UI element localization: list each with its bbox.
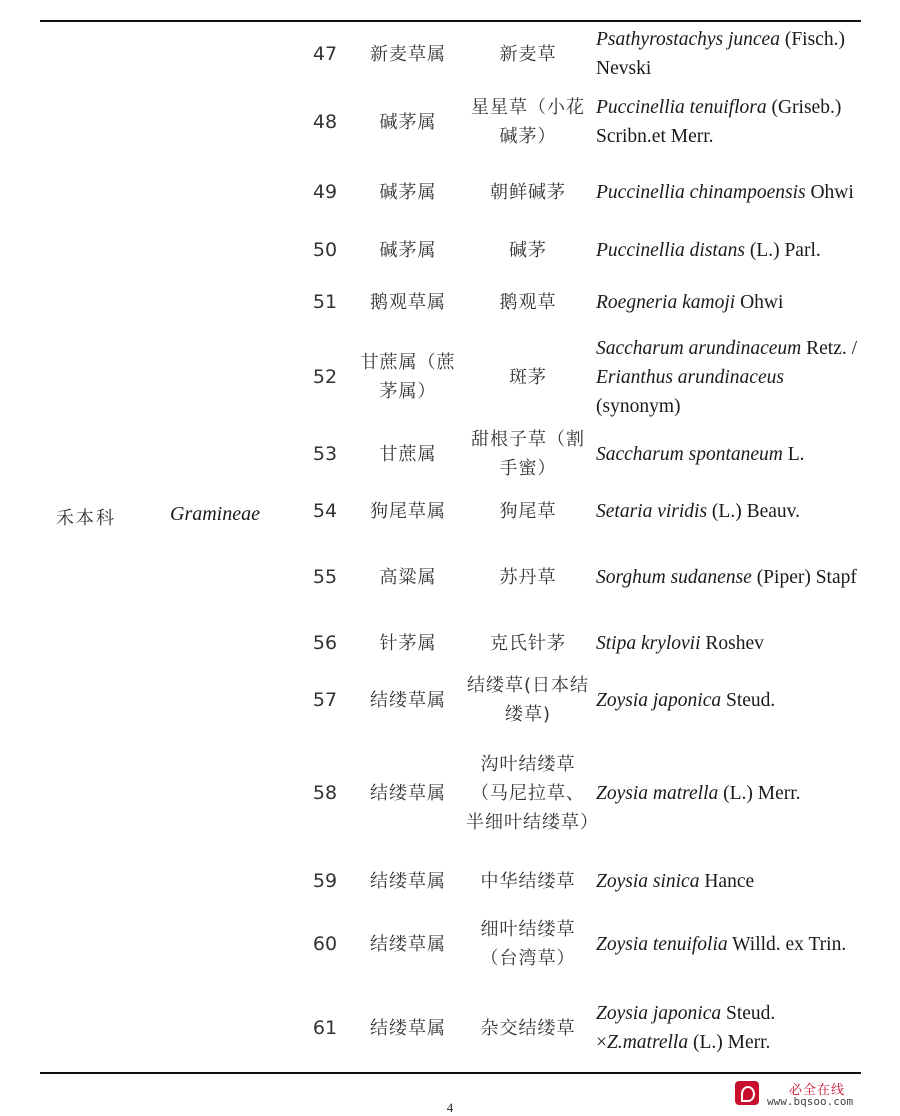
common-name-text: 狗尾草 [499,500,557,522]
row-number [300,333,350,421]
genus-name [352,92,464,152]
genus-name-text: 碱茅属 [379,181,437,203]
scientific-name [596,280,860,324]
genus-name-text: 结缕草属 [370,1017,446,1039]
row-number [300,423,350,485]
row-number [300,734,350,852]
scientific-name-text: Psathyrostachys juncea (Fisch.) Nevski [596,29,845,79]
table-bottom-rule [40,1072,861,1074]
genus-name-text: 针茅属 [379,632,437,654]
scientific-name [596,547,860,607]
scientific-name-text: Puccinellia distans (L.) Parl. [596,239,821,261]
genus-name-text: 碱茅属 [379,111,437,133]
common-name [466,857,590,905]
genus-name-text: 结缕草属 [370,933,446,955]
common-name [466,228,590,272]
common-name [466,30,590,78]
scientific-name-text: Puccinellia tenuiflora (Griseb.) Scribn.et Merr. [596,97,842,147]
scientific-name-text: Zoysia japonica Steud. [596,689,776,711]
row-number-text: 49 [312,181,338,203]
common-name-text: 克氏针茅 [490,632,566,654]
genus-name [352,280,464,324]
watermark-url: www.bqsoo.com [767,1095,854,1108]
common-name-text: 甜根子草（割手蜜） [471,429,585,479]
scientific-name [596,734,860,852]
genus-name [352,906,464,982]
scientific-name-text: Zoysia japonica Steud. ×Z.matrella (L.) Merr. [596,1003,776,1053]
row-number [300,228,350,272]
row-number-text: 55 [312,566,338,588]
red-square-logo-icon [735,1081,759,1105]
watermark-site-name: 必全在线 [789,1083,846,1098]
genus-name [352,488,464,534]
common-name-text: 苏丹草 [499,566,557,588]
scientific-name-text: Sorghum sudanense (Piper) Stapf [596,566,857,588]
genus-name [352,620,464,666]
scientific-name-text: Setaria viridis (L.) Beauv. [596,500,800,522]
common-name [466,994,590,1062]
page-number: 4 [446,1100,454,1115]
scientific-name-text: Puccinellia chinampoensis Ohwi [596,181,854,203]
row-number-text: 47 [312,43,338,65]
scientific-name [596,228,860,272]
genus-name-text: 新麦草属 [370,43,446,65]
row-number [300,163,350,221]
common-name-text: 斑茅 [509,366,547,388]
genus-name [352,228,464,272]
scientific-name-text: Roegneria kamoji Ohwi [596,291,784,313]
genus-name [352,30,464,78]
genus-name-text: 甘蔗属（蔗茅属） [360,352,456,402]
row-number [300,906,350,982]
row-number-text: 48 [312,111,338,133]
genus-name [352,994,464,1062]
common-name-text: 细叶结缕草（台湾草） [480,919,576,969]
scientific-name [596,620,860,666]
scientific-name [596,670,860,730]
scientific-name-text: Zoysia sinica Hance [596,870,755,892]
common-name [466,423,590,485]
scientific-name [596,906,860,982]
common-name-text: 沟叶结缕草（马尼拉草、半细叶结缕草） [466,753,599,833]
common-name-text: 中华结缕草 [480,870,576,892]
scientific-name [596,92,860,152]
row-number-text: 58 [312,782,338,804]
common-name-text: 新麦草 [499,43,557,65]
scientific-name [596,30,860,78]
genus-name-text: 结缕草属 [370,870,446,892]
common-name [466,92,590,152]
common-name [466,906,590,982]
scientific-name [596,994,860,1062]
common-name [466,670,590,730]
watermark [735,1079,885,1111]
row-number [300,30,350,78]
genus-name [352,670,464,730]
common-name [466,547,590,607]
genus-name-text: 高粱属 [379,566,437,588]
row-number [300,994,350,1062]
genus-name-text: 狗尾草属 [370,500,446,522]
common-name [466,280,590,324]
common-name-text: 星星草（小花碱茅） [471,97,585,147]
row-number-text: 60 [312,933,338,955]
scientific-name-text: Zoysia matrella (L.) Merr. [596,782,801,804]
genus-name-text: 鹅观草属 [370,291,446,313]
row-number-text: 59 [312,870,338,892]
common-name-text: 杂交结缕草 [480,1017,576,1039]
genus-name-text: 结缕草属 [370,782,446,804]
row-number-text: 57 [312,689,338,711]
common-name-text: 结缕草(日本结缕草) [466,675,590,725]
common-name [466,620,590,666]
genus-name [352,333,464,421]
row-number [300,92,350,152]
row-number-text: 52 [312,366,338,388]
scientific-name [596,333,860,421]
row-number-text: 54 [312,500,338,522]
row-number [300,620,350,666]
common-name [466,333,590,421]
scientific-name [596,423,860,485]
genus-name [352,734,464,852]
row-number [300,547,350,607]
table-top-rule [40,20,861,22]
genus-name-text: 结缕草属 [370,689,446,711]
scientific-name [596,163,860,221]
family-chinese-name: 禾本科 [56,508,116,529]
common-name-text: 鹅观草 [499,291,557,313]
genus-name [352,423,464,485]
genus-name-text: 甘蔗属 [379,443,437,465]
row-number-text: 53 [312,443,338,465]
genus-name [352,857,464,905]
row-number-text: 56 [312,632,338,654]
row-number-text: 51 [312,291,338,313]
scientific-name-text: Saccharum arundinaceum Retz. / Erianthus arundinaceus (synonym) [596,337,858,417]
row-number [300,488,350,534]
genus-name-text: 碱茅属 [379,239,437,261]
scientific-name-text: Saccharum spontaneum L. [596,443,805,465]
row-number-text: 61 [312,1017,338,1039]
row-number [300,857,350,905]
row-number-text: 50 [312,239,338,261]
scientific-name [596,488,860,534]
scientific-name [596,857,860,905]
scientific-name-text: Zoysia tenuifolia Willd. ex Trin. [596,933,847,955]
genus-name [352,547,464,607]
common-name [466,488,590,534]
common-name-text: 朝鲜碱茅 [490,181,566,203]
scientific-name-text: Stipa krylovii Roshev [596,632,764,654]
row-number [300,280,350,324]
genus-name [352,163,464,221]
common-name [466,734,599,852]
family-latin-name: Gramineae [170,503,260,525]
common-name [466,163,590,221]
common-name-text: 碱茅 [509,239,547,261]
row-number [300,670,350,730]
